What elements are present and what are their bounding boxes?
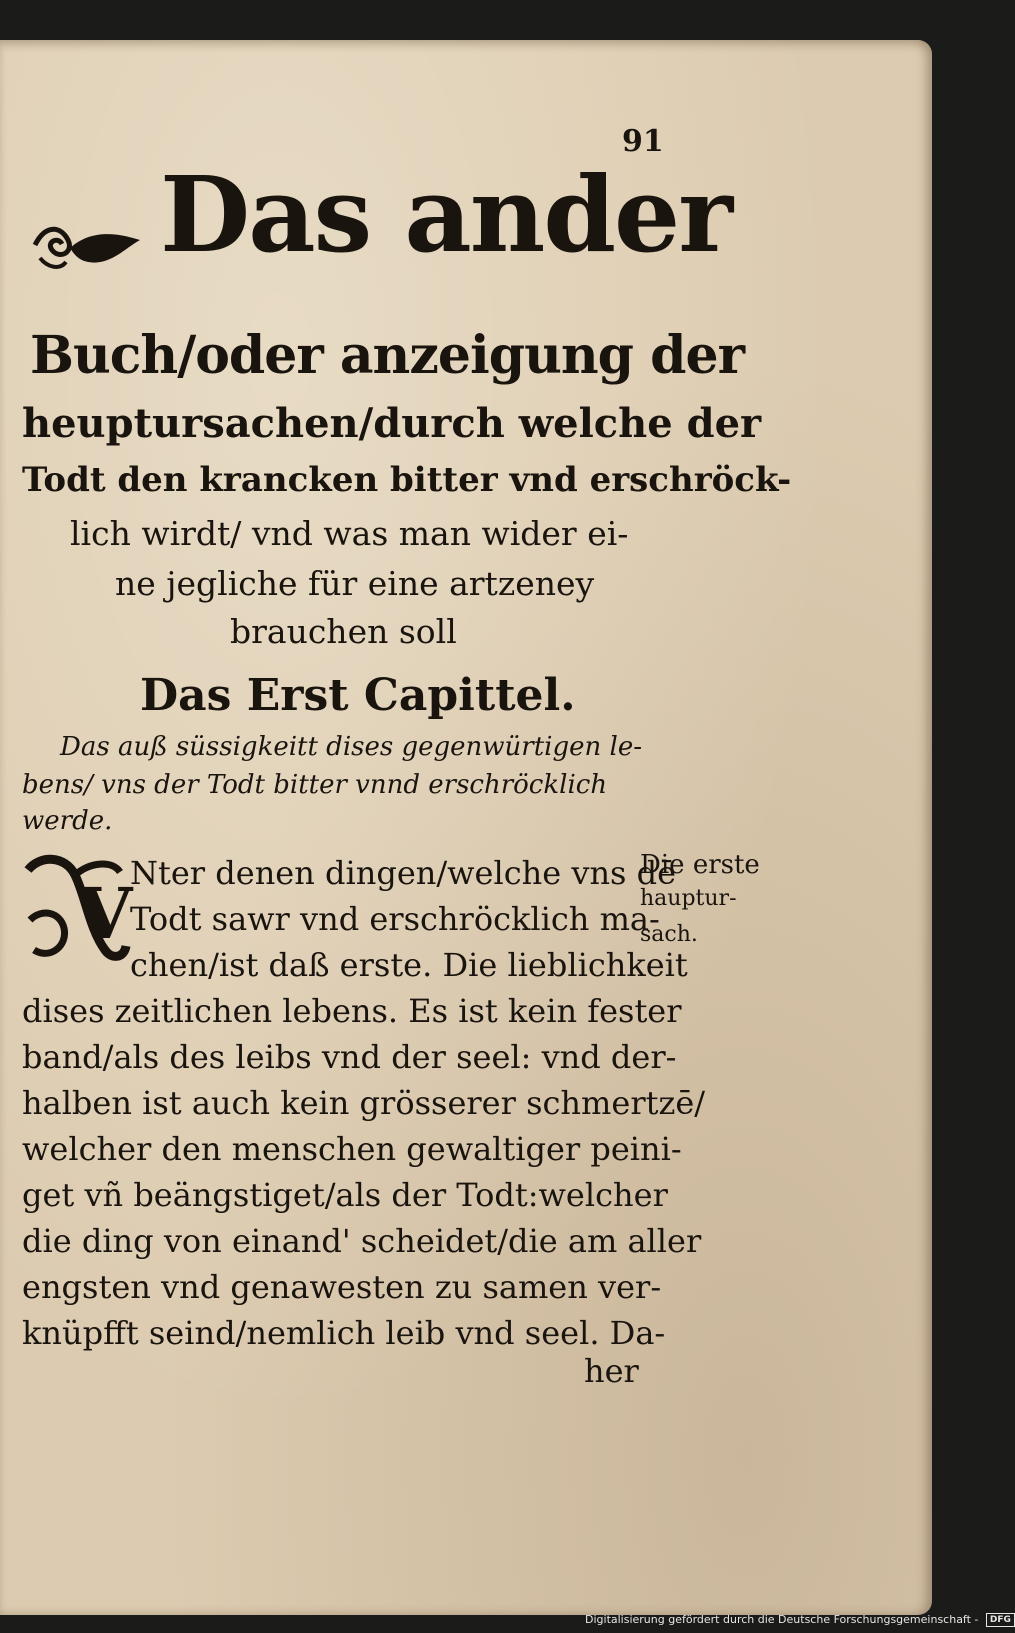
chapter-heading: Das Erst Capittel. — [140, 670, 576, 721]
title-line: Todt den krancken bitter vnd erschröck- — [22, 460, 792, 500]
body-line: Nter denen dingen/welche vns dē — [130, 854, 677, 892]
chapter-summary-line: bens/ vns der Todt bitter vnnd erschröcklich — [22, 770, 608, 800]
svg-text:V: V — [78, 872, 133, 955]
body-line: get vñ beängstiget/als der Todt:welcher — [22, 1176, 668, 1214]
page-number: 91 — [622, 124, 664, 159]
chapter-summary-line: Das auß süssigkeitt dises gegenwürtigen le- — [60, 732, 643, 762]
body-line: chen/ist daß erste. Die lieblichkeit — [130, 946, 688, 984]
title-line: ne jegliche für eine artzeney — [115, 564, 595, 603]
body-line: welcher den menschen gewaltiger peini- — [22, 1130, 682, 1168]
title-large: Das ander — [160, 153, 732, 276]
drop-cap-initial — [20, 850, 133, 970]
title-line: heuptursachen/durch welche der — [22, 400, 762, 447]
book-page — [0, 40, 932, 1615]
marginal-note: hauptur- — [640, 886, 737, 911]
title-line: brauchen soll — [230, 612, 457, 651]
chapter-summary-line: werde. — [22, 806, 113, 836]
body-line: dises zeitlichen lebens. Es ist kein fester — [22, 992, 682, 1030]
body-line: band/als des leibs vnd der seel: vnd der- — [22, 1038, 677, 1076]
dfg-logo-icon: DFG — [986, 1613, 1015, 1627]
body-line: die ding von einand' scheidet/die am aller — [22, 1222, 702, 1260]
title-line: Buch/oder anzeigung der — [30, 325, 744, 386]
digitization-credit — [585, 1613, 1015, 1627]
marginal-note: sach. — [640, 922, 698, 947]
body-line: knüpfft seind/nemlich leib vnd seel. Da- — [22, 1314, 666, 1352]
marginal-note: Die erste — [640, 850, 760, 880]
fleuron-ornament-icon — [30, 210, 150, 280]
body-line: Todt sawr vnd erschröcklich ma- — [130, 900, 660, 938]
body-line: engsten vnd genawesten zu samen ver- — [22, 1268, 662, 1306]
title-line: lich wirdt/ vnd was man wider ei- — [70, 514, 629, 553]
credit-text: Digitalisierung gefördert durch die Deutsche Forschungsgemeinschaft - — [585, 1613, 979, 1626]
body-line: halben ist auch kein grösserer schmertzē/ — [22, 1084, 706, 1122]
catchword: her — [584, 1352, 639, 1390]
